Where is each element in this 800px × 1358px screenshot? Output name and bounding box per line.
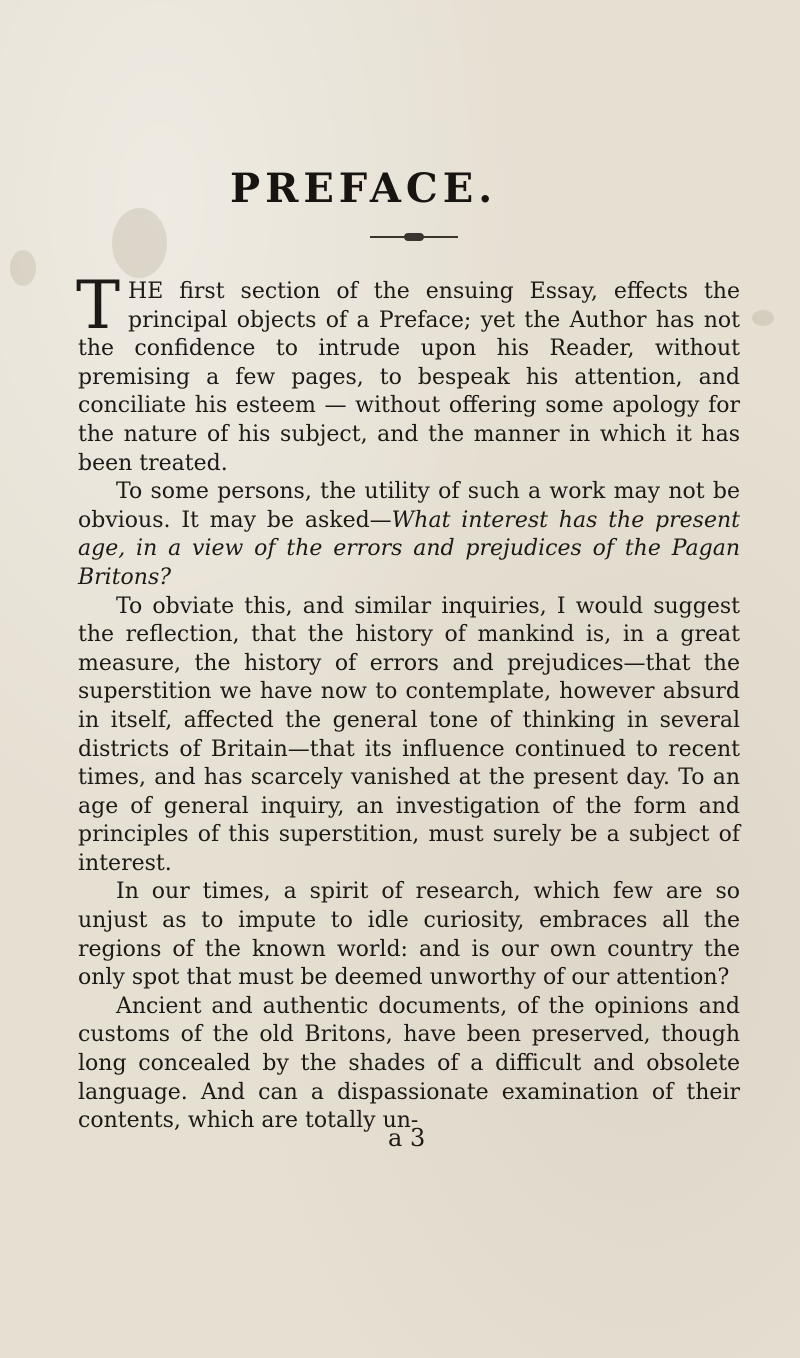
paragraph-1	[76, 267, 740, 478]
small-caps-word: HE	[128, 279, 164, 304]
signature-mark: a 3	[388, 1124, 426, 1152]
italic-question: What interest has the present age, in a view of the errors and prejudices of the Pagan Britons?	[78, 507, 740, 590]
paragraph-3: To obviate this, and similar inquiries, I would suggest the reflection, that the history of mankind is, in a great measure, the history of errors and prejudices—that the superstition we have now to contemplate, however absurd in itself, affected the general tone of thinking in several districts of Britain—that its influence continued to recent times, and has scarcely vanished at the present day. To an age of general inquiry, an investigation of the form and principles of this superstition, must surely be a subject of interest.	[78, 593, 740, 876]
body-text	[76, 267, 740, 1136]
page-stain	[752, 310, 774, 326]
page-stain	[112, 208, 167, 278]
paragraph-4: In our times, a spirit of research, which few are so unjust as to impute to idle curiosity, embraces all the regions of the known world: and is our own country the only spot that must be deemed unworthy of our attention?	[78, 879, 740, 991]
drop-cap: T	[76, 267, 121, 344]
page-stain	[10, 250, 36, 286]
page-title: PREFACE.	[230, 165, 498, 212]
paragraph-2	[78, 478, 740, 592]
title-rule	[370, 236, 458, 238]
paragraph-5: Ancient and authentic documents, of the opinions and customs of the old Britons, have been preserved, though long concealed by the shades of a difficult and obsolete language. And can a dispassionate examination of their contents, which are totally un-	[78, 993, 740, 1134]
paragraph-text: To some persons, the utility of such a work may not be obvious. It may be asked—	[78, 479, 740, 533]
paragraph-text: first section of the ensuing Essay, effects the principal objects of a Preface; yet the Author has not the confidence to intrude upon his Reader, without premising a few pages, to bespeak his attention, and conciliate his esteem — without offering some apology for the nature of his subject, and the manner in which it has been treated.	[78, 279, 740, 476]
